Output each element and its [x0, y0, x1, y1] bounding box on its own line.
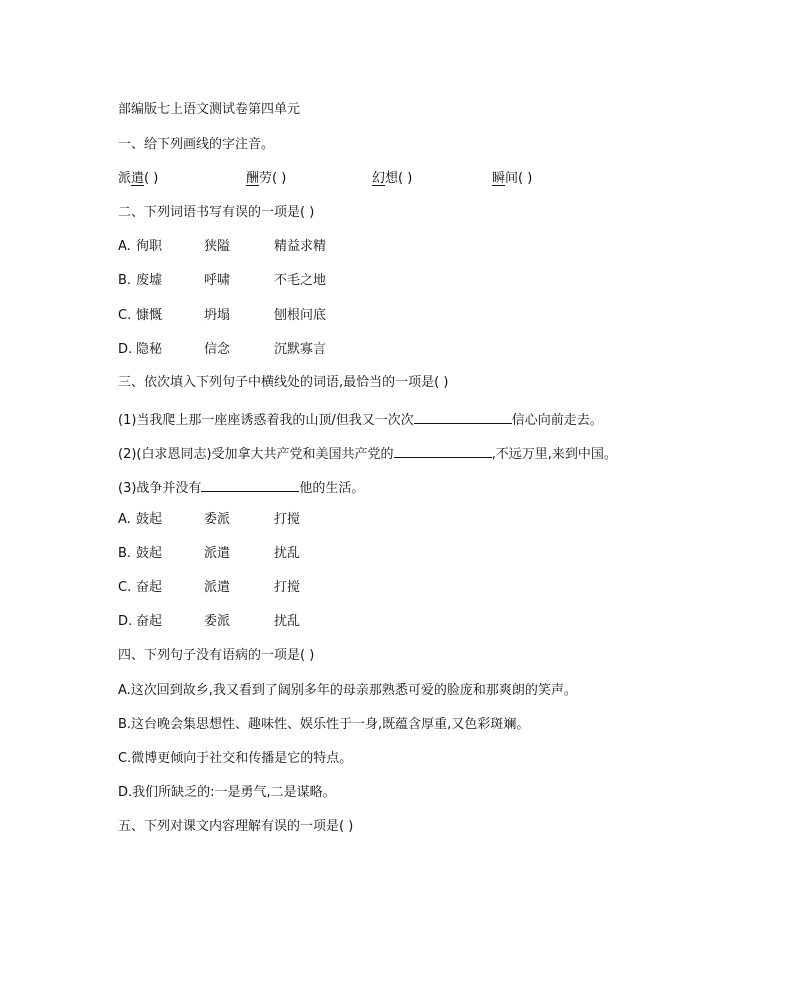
document-title: 部编版七上语文测试卷第四单元: [118, 102, 301, 117]
option-word-1: 鼓起: [136, 546, 163, 561]
q1-item-2-post: 劳: [259, 171, 273, 186]
option-label: D.: [118, 342, 133, 357]
option-word-1: 废墟: [136, 273, 163, 288]
q1-item-1-paren: ( ): [144, 171, 159, 186]
option-word-1: 鼓起: [136, 512, 163, 527]
q4-option-c: C.微博更倾向于社交和传播是它的特点。: [118, 751, 353, 766]
option-word-2: 狭隘: [204, 239, 231, 254]
option-label: B.: [118, 546, 132, 561]
option-word-2: 派遣: [204, 546, 231, 561]
fill-blank: [394, 443, 492, 458]
q1-item-3: [372, 170, 412, 188]
option-word-3: 沉默寡言: [274, 342, 327, 357]
option-label: A.: [118, 239, 131, 254]
option-label: B.: [118, 273, 132, 288]
option-label: C.: [118, 580, 132, 595]
fill-blank: [201, 477, 299, 492]
q1-item-1: [118, 170, 158, 188]
q1-item-1-char: 遣: [131, 171, 145, 186]
option-word-3: 刨根问底: [274, 308, 327, 323]
option-word-2: 呼啸: [204, 273, 231, 288]
q5-heading: 五、下列对课文内容理解有误的一项是( ): [118, 819, 354, 834]
q1-item-3-post: 想: [385, 171, 399, 186]
option-word-1: 奋起: [136, 614, 163, 629]
option-word-3: 不毛之地: [274, 273, 327, 288]
q1-item-4-paren: ( ): [518, 171, 533, 186]
q1-item-1-pre: 派: [118, 171, 132, 186]
q3-heading: 三、依次填入下列句子中横线处的词语,最恰当的一项是( ): [118, 375, 449, 390]
q1-item-3-char: 幻: [372, 171, 386, 186]
sentence-text: 他的生活。: [299, 481, 365, 496]
sentence-text: (2)(白求恩同志)受加拿大共产党和美国共产党的: [118, 447, 394, 462]
q1-item-2: [246, 170, 286, 188]
option-word-1: 徇职: [136, 239, 163, 254]
option-word-2: 坍塌: [204, 308, 231, 323]
q4-option-a: A.这次回到故乡,我又看到了阔别多年的母亲那熟悉可爱的脸庞和那爽朗的笑声。: [118, 683, 577, 698]
q3-sentence-3: [118, 477, 364, 498]
option-label: C.: [118, 308, 132, 323]
sentence-text: 信心向前走去。: [511, 413, 603, 428]
q4-option-d: D.我们所缺乏的:一是勇气,二是谋略。: [118, 785, 336, 800]
option-label: D.: [118, 614, 133, 629]
q1-item-2-paren: ( ): [272, 171, 287, 186]
option-word-2: 委派: [204, 512, 231, 527]
q1-item-2-char: 酬: [246, 171, 260, 186]
sentence-text: (1)当我爬上那一座座诱惑着我的山顶/但我又一次次: [118, 413, 414, 428]
option-word-3: 扰乱: [274, 614, 301, 629]
q2-heading: 二、下列词语书写有误的一项是( ): [118, 205, 315, 220]
option-word-3: 精益求精: [274, 239, 327, 254]
option-word-2: 委派: [204, 614, 231, 629]
option-word-3: 扰乱: [274, 546, 301, 561]
option-word-2: 派遣: [204, 580, 231, 595]
option-word-3: 打搅: [274, 580, 301, 595]
q1-item-4-char: 瞬: [492, 171, 506, 186]
option-word-1: 隐秘: [136, 342, 163, 357]
option-word-1: 慷慨: [136, 308, 163, 323]
q3-sentence-1: [118, 409, 603, 430]
q1-item-3-paren: ( ): [398, 171, 413, 186]
option-label: A.: [118, 512, 131, 527]
sentence-text: (3)战争并没有: [118, 481, 202, 496]
option-word-3: 打搅: [274, 512, 301, 527]
q1-item-4-post: 间: [505, 171, 519, 186]
option-word-2: 信念: [204, 342, 231, 357]
q4-option-b: B.这台晚会集思想性、趣味性、娱乐性于一身,既蕴含厚重,又色彩斑斓。: [118, 717, 530, 732]
q3-sentence-2: [118, 443, 617, 464]
option-word-1: 奋起: [136, 580, 163, 595]
q1-item-4: [492, 170, 532, 188]
q4-heading: 四、下列句子没有语病的一项是( ): [118, 648, 315, 663]
fill-blank: [414, 409, 512, 424]
q1-heading: 一、给下列画线的字注音。: [118, 137, 275, 152]
sentence-text: ,不远万里,来到中国。: [491, 447, 617, 462]
